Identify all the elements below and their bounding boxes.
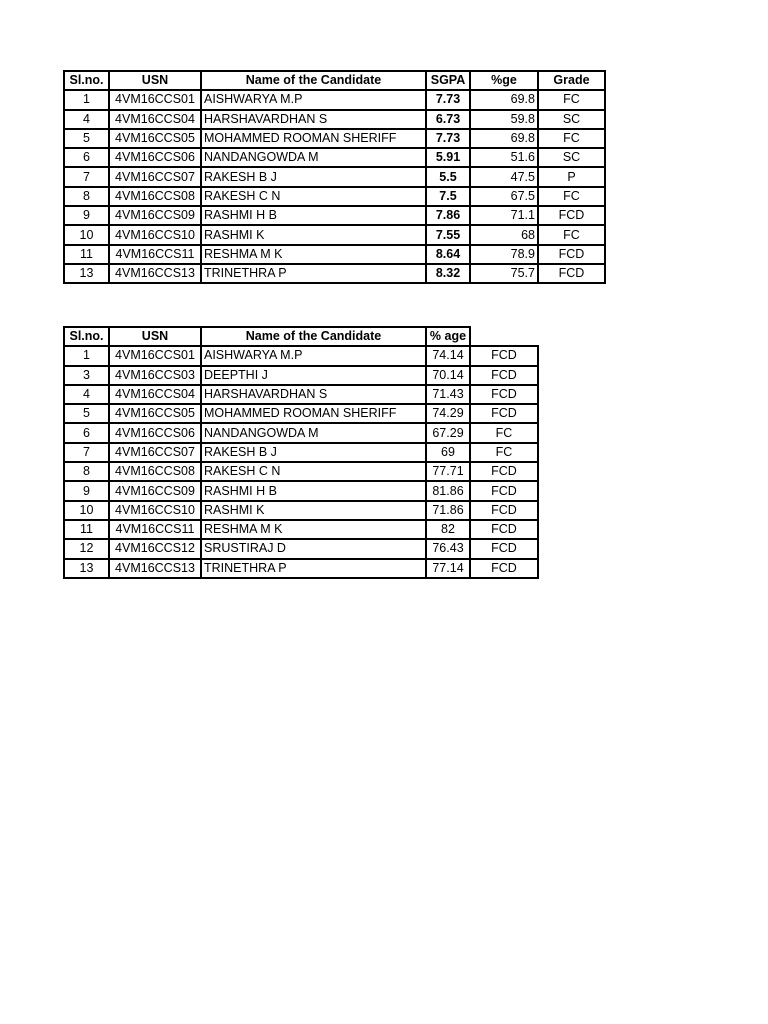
cell-slno: 3 bbox=[64, 366, 109, 385]
cell-grade: FCD bbox=[470, 385, 538, 404]
header-usn: USN bbox=[109, 327, 201, 346]
cell-usn: 4VM16CCS04 bbox=[109, 385, 201, 404]
cell-grade: FCD bbox=[470, 481, 538, 500]
cell-name: RASHMI H B bbox=[201, 481, 426, 500]
cell-name: SRUSTIRAJ D bbox=[201, 539, 426, 558]
cell-usn: 4VM16CCS07 bbox=[109, 443, 201, 462]
table-row bbox=[64, 462, 538, 481]
table-row bbox=[64, 148, 605, 167]
cell-name: NANDANGOWDA M bbox=[201, 423, 426, 442]
cell-percentage: 76.43 bbox=[426, 539, 470, 558]
table-row bbox=[64, 443, 538, 462]
cell-usn: 4VM16CCS11 bbox=[109, 245, 201, 264]
cell-slno: 6 bbox=[64, 423, 109, 442]
cell-sgpa: 6.73 bbox=[426, 110, 470, 129]
cell-usn: 4VM16CCS09 bbox=[109, 481, 201, 500]
cell-name: RESHMA M K bbox=[201, 245, 426, 264]
table-row bbox=[64, 423, 538, 442]
cell-slno: 5 bbox=[64, 404, 109, 423]
cell-slno: 4 bbox=[64, 110, 109, 129]
cell-percentage: 71.86 bbox=[426, 501, 470, 520]
cell-slno: 10 bbox=[64, 225, 109, 244]
cell-usn: 4VM16CCS08 bbox=[109, 187, 201, 206]
cell-percentage: 69.8 bbox=[470, 129, 538, 148]
cell-usn: 4VM16CCS04 bbox=[109, 110, 201, 129]
cell-percentage: 74.14 bbox=[426, 346, 470, 365]
cell-name: DEEPTHI J bbox=[201, 366, 426, 385]
cell-usn: 4VM16CCS07 bbox=[109, 167, 201, 186]
results-table-sgpa bbox=[63, 70, 606, 284]
cell-percentage: 78.9 bbox=[470, 245, 538, 264]
cell-grade: FCD bbox=[470, 404, 538, 423]
table-row bbox=[64, 187, 605, 206]
cell-grade: FCD bbox=[470, 366, 538, 385]
table-row bbox=[64, 559, 538, 578]
table-row bbox=[64, 366, 538, 385]
header-grade-blank bbox=[470, 327, 538, 346]
cell-usn: 4VM16CCS06 bbox=[109, 423, 201, 442]
table-row bbox=[64, 539, 538, 558]
cell-usn: 4VM16CCS01 bbox=[109, 90, 201, 109]
cell-slno: 1 bbox=[64, 90, 109, 109]
header-sgpa: SGPA bbox=[426, 71, 470, 90]
cell-name: HARSHAVARDHAN S bbox=[201, 110, 426, 129]
cell-slno: 12 bbox=[64, 539, 109, 558]
cell-grade: FC bbox=[538, 90, 605, 109]
cell-slno: 11 bbox=[64, 520, 109, 539]
cell-percentage: 68 bbox=[470, 225, 538, 244]
cell-grade: SC bbox=[538, 148, 605, 167]
table-row bbox=[64, 90, 605, 109]
table-row bbox=[64, 385, 538, 404]
cell-sgpa: 7.86 bbox=[426, 206, 470, 225]
cell-percentage: 59.8 bbox=[470, 110, 538, 129]
cell-percentage: 77.71 bbox=[426, 462, 470, 481]
cell-slno: 13 bbox=[64, 264, 109, 283]
table-header-row bbox=[64, 71, 605, 90]
header-name: Name of the Candidate bbox=[201, 71, 426, 90]
table-row bbox=[64, 481, 538, 500]
header-percentage: % age bbox=[426, 327, 470, 346]
cell-name: AISHWARYA M.P bbox=[201, 90, 426, 109]
cell-percentage: 82 bbox=[426, 520, 470, 539]
header-percentage: %ge bbox=[470, 71, 538, 90]
cell-sgpa: 7.55 bbox=[426, 225, 470, 244]
table-row bbox=[64, 110, 605, 129]
cell-grade: FC bbox=[470, 423, 538, 442]
cell-sgpa: 7.73 bbox=[426, 129, 470, 148]
cell-usn: 4VM16CCS10 bbox=[109, 225, 201, 244]
table-row bbox=[64, 129, 605, 148]
cell-name: MOHAMMED ROOMAN SHERIFF bbox=[201, 129, 426, 148]
cell-slno: 10 bbox=[64, 501, 109, 520]
cell-sgpa: 7.5 bbox=[426, 187, 470, 206]
cell-percentage: 75.7 bbox=[470, 264, 538, 283]
cell-name: RAKESH B J bbox=[201, 443, 426, 462]
cell-name: NANDANGOWDA M bbox=[201, 148, 426, 167]
header-usn: USN bbox=[109, 71, 201, 90]
cell-name: AISHWARYA M.P bbox=[201, 346, 426, 365]
cell-percentage: 67.29 bbox=[426, 423, 470, 442]
cell-usn: 4VM16CCS11 bbox=[109, 520, 201, 539]
header-slno: Sl.no. bbox=[64, 71, 109, 90]
header-name: Name of the Candidate bbox=[201, 327, 426, 346]
table-row bbox=[64, 264, 605, 283]
cell-usn: 4VM16CCS01 bbox=[109, 346, 201, 365]
cell-grade: FCD bbox=[470, 559, 538, 578]
cell-sgpa: 5.5 bbox=[426, 167, 470, 186]
cell-name: RASHMI K bbox=[201, 225, 426, 244]
cell-slno: 1 bbox=[64, 346, 109, 365]
cell-usn: 4VM16CCS06 bbox=[109, 148, 201, 167]
cell-grade: FC bbox=[538, 187, 605, 206]
cell-usn: 4VM16CCS08 bbox=[109, 462, 201, 481]
cell-grade: SC bbox=[538, 110, 605, 129]
results-table-aggregate bbox=[63, 326, 539, 579]
cell-percentage: 70.14 bbox=[426, 366, 470, 385]
cell-sgpa: 7.73 bbox=[426, 90, 470, 109]
table-row bbox=[64, 206, 605, 225]
cell-grade: FC bbox=[470, 443, 538, 462]
cell-usn: 4VM16CCS12 bbox=[109, 539, 201, 558]
cell-percentage: 77.14 bbox=[426, 559, 470, 578]
cell-name: RESHMA M K bbox=[201, 520, 426, 539]
cell-percentage: 71.43 bbox=[426, 385, 470, 404]
cell-slno: 9 bbox=[64, 206, 109, 225]
table-row bbox=[64, 520, 538, 539]
cell-sgpa: 5.91 bbox=[426, 148, 470, 167]
cell-name: RASHMI H B bbox=[201, 206, 426, 225]
cell-usn: 4VM16CCS13 bbox=[109, 264, 201, 283]
cell-slno: 7 bbox=[64, 443, 109, 462]
table-header-row bbox=[64, 327, 538, 346]
cell-name: RAKESH C N bbox=[201, 462, 426, 481]
cell-percentage: 74.29 bbox=[426, 404, 470, 423]
cell-grade: FCD bbox=[470, 520, 538, 539]
cell-slno: 8 bbox=[64, 462, 109, 481]
cell-grade: FCD bbox=[470, 501, 538, 520]
cell-percentage: 71.1 bbox=[470, 206, 538, 225]
cell-grade: FCD bbox=[538, 245, 605, 264]
cell-name: MOHAMMED ROOMAN SHERIFF bbox=[201, 404, 426, 423]
header-slno: Sl.no. bbox=[64, 327, 109, 346]
cell-slno: 8 bbox=[64, 187, 109, 206]
cell-usn: 4VM16CCS03 bbox=[109, 366, 201, 385]
cell-name: RAKESH B J bbox=[201, 167, 426, 186]
cell-percentage: 69 bbox=[426, 443, 470, 462]
cell-percentage: 67.5 bbox=[470, 187, 538, 206]
table-row bbox=[64, 404, 538, 423]
cell-grade: FCD bbox=[470, 462, 538, 481]
cell-name: TRINETHRA P bbox=[201, 559, 426, 578]
cell-grade: FCD bbox=[470, 346, 538, 365]
cell-grade: FC bbox=[538, 129, 605, 148]
cell-name: HARSHAVARDHAN S bbox=[201, 385, 426, 404]
table-row bbox=[64, 245, 605, 264]
header-grade: Grade bbox=[538, 71, 605, 90]
cell-slno: 6 bbox=[64, 148, 109, 167]
cell-slno: 9 bbox=[64, 481, 109, 500]
cell-usn: 4VM16CCS05 bbox=[109, 404, 201, 423]
cell-slno: 13 bbox=[64, 559, 109, 578]
cell-percentage: 81.86 bbox=[426, 481, 470, 500]
cell-grade: P bbox=[538, 167, 605, 186]
cell-name: RASHMI K bbox=[201, 501, 426, 520]
cell-usn: 4VM16CCS05 bbox=[109, 129, 201, 148]
cell-usn: 4VM16CCS10 bbox=[109, 501, 201, 520]
table-row bbox=[64, 501, 538, 520]
table-row bbox=[64, 346, 538, 365]
cell-grade: FCD bbox=[538, 264, 605, 283]
cell-grade: FCD bbox=[470, 539, 538, 558]
cell-slno: 5 bbox=[64, 129, 109, 148]
table-row bbox=[64, 225, 605, 244]
cell-percentage: 51.6 bbox=[470, 148, 538, 167]
cell-sgpa: 8.64 bbox=[426, 245, 470, 264]
cell-percentage: 69.8 bbox=[470, 90, 538, 109]
cell-usn: 4VM16CCS13 bbox=[109, 559, 201, 578]
cell-slno: 4 bbox=[64, 385, 109, 404]
cell-grade: FCD bbox=[538, 206, 605, 225]
table-row bbox=[64, 167, 605, 186]
cell-slno: 11 bbox=[64, 245, 109, 264]
cell-usn: 4VM16CCS09 bbox=[109, 206, 201, 225]
cell-name: RAKESH C N bbox=[201, 187, 426, 206]
cell-slno: 7 bbox=[64, 167, 109, 186]
cell-grade: FC bbox=[538, 225, 605, 244]
cell-percentage: 47.5 bbox=[470, 167, 538, 186]
cell-sgpa: 8.32 bbox=[426, 264, 470, 283]
cell-name: TRINETHRA P bbox=[201, 264, 426, 283]
